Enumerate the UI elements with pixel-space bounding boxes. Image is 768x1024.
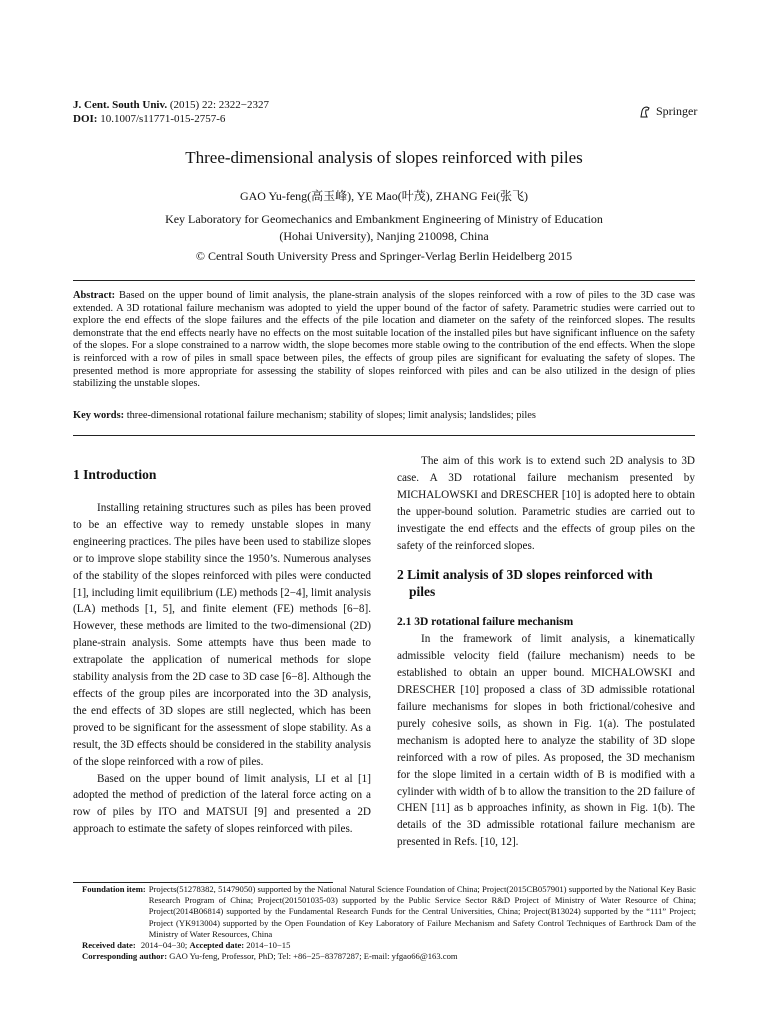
corresponding-line bbox=[82, 951, 696, 962]
accepted-label: Accepted date: bbox=[189, 940, 245, 951]
doi-value[interactable]: 10.1007/s11771-015-2757-6 bbox=[100, 113, 226, 125]
foundation-item bbox=[82, 884, 696, 940]
footnote-divider bbox=[73, 882, 333, 883]
publisher-name: Springer bbox=[656, 104, 698, 118]
left-column bbox=[73, 466, 371, 838]
abstract-text: Based on the upper bound of limit analysis, the plane-strain analysis of the slopes reinforced with a row of piles to the 3D case was extended. A 3D rotational failure mechanism was adopted to yield the upper bound of the factor of safety. Parametric studies were carried out to explore the end effects of the slope failures and the effects of the pile location and diameter on the safety of the reinforced slopes. The results demonstrate that the end effects nearly have no effects on the most suitable location of the installed piles but have significant influence on the safety of the slopes. For a slope constrained to a narrow width, the slope becomes more stable owing to the contribution of the end effects. When the slope is reinforced with a row of piles in small space between piles, the effects of group piles are significant for evaluating the safety of slopes. The presented method is more appropriate for assessing the stability of slopes reinforced with piles and can be also utilized in the design of plies stabilizing the unstable slopes. bbox=[73, 290, 695, 390]
paper-affiliation bbox=[0, 211, 768, 245]
doi-label: DOI: bbox=[73, 113, 98, 125]
corresponding-label: Corresponding author: bbox=[82, 951, 168, 962]
springer-horse-icon bbox=[638, 105, 652, 119]
section-2-heading bbox=[397, 566, 695, 600]
received-value: 2014−04−30; bbox=[140, 940, 188, 951]
journal-info: (2015) 22: 2322−2327 bbox=[169, 99, 269, 111]
section-1-heading: 1 Introduction bbox=[73, 467, 157, 482]
dates-line bbox=[82, 940, 696, 951]
aim-paragraph: The aim of this work is to extend such 2D analysis to 3D case. A 3D rotational failure mechanism presented by MICHALOWSKI and DRESCHER [10] is adopted here to obtain the upper-bound solution. Parametric studies are carried out to investigate the end effects and the effects of group piles on the safety of the reinforced slopes. bbox=[397, 455, 695, 552]
abstract bbox=[73, 290, 695, 391]
accepted-value: 2014−10−15 bbox=[246, 940, 291, 951]
paper-title: Three-dimensional analysis of slopes reinforced with piles bbox=[185, 148, 583, 167]
paper-authors: GAO Yu-feng(高玉峰), YE Mao(叶茂), ZHANG Fei(张飞) bbox=[239, 189, 529, 203]
affiliation-line-1: Key Laboratory for Geomechanics and Embankment Engineering of Ministry of Education bbox=[165, 212, 603, 226]
corresponding-text: GAO Yu-feng, Professor, PhD; Tel: +86−25−83787287; E-mail: yfgao66@163.com bbox=[169, 951, 458, 962]
foundation-text: Projects(51278382, 51479050) supported by the National Natural Science Foundation of China; Project(2015CB057901) supported by the National Key Basic Research Program of China; Project(201501035-03) supported by the Public Service Sector R&D Project of Ministry of Water Resource of China; Project(2014B06814) supported by the Fundamental Research Funds for the Central Universities, China; Project(B13024) supported by the “111” Project; Project (YK913004) supported by the Open Foundation of Key Laboratory of Failure Mechanism and Safety Control Techniques of Earthrock Dam of the Ministry of Water Resources, China bbox=[148, 884, 696, 939]
keywords bbox=[73, 409, 695, 422]
right-column bbox=[397, 453, 695, 851]
foundation-label: Foundation item: bbox=[82, 884, 146, 894]
copyright-notice: © Central South University Press and Springer-Verlag Berlin Heidelberg 2015 bbox=[195, 249, 573, 263]
footnotes bbox=[82, 884, 696, 962]
keywords-text: three-dimensional rotational failure mechanism; stability of slopes; limit analysis; landslides; piles bbox=[126, 410, 536, 421]
affiliation-line-2: (Hohai University), Nanjing 210098, China bbox=[279, 229, 489, 243]
publisher-logo bbox=[638, 104, 697, 119]
intro-paragraph-2: Based on the upper bound of limit analysis, LI et al [1] adopted the method of prediction of the lateral force acting on a row of piles by ITO and MATSUI [9] and presented a 2D approach to estimate the safety of slopes reinforced with piles. bbox=[73, 772, 371, 836]
keywords-label: Key words: bbox=[73, 410, 125, 421]
section-2-heading-line-2: piles bbox=[409, 584, 436, 600]
journal-citation bbox=[73, 98, 269, 126]
subsection-2-1-heading: 2.1 3D rotational failure mechanism bbox=[397, 616, 574, 629]
abstract-label: Abstract: bbox=[73, 290, 116, 301]
intro-paragraph-1: Installing retaining structures such as piles has been proved to be an effective way to remedy unstable slopes in many engineering practices. The piles have been used to stabilize slopes or to improve slope stability since the 1950’s. Numerous analyses of the stability of the slopes reinforced with piles were conducted [1], including limit equilibrium (LE) methods [2−4], limit analysis (LA) methods [1, 5], and finite element (FE) methods [6−8]. However, these methods are limited to the two-dimensional (2D) plane-strain analysis. Some attempts have thus been made to extrapolate the application of numerical methods for slope stability analysis from the 2D case to 3D case [6−8]. Although the effects of the group piles are incorporated into the 3D analysis, the end effects of 3D slopes are still neglected, which has been proved to be significant for the assessment of slope stability. As a result, the 3D effects should be considered in the stability analysis of the slope reinforced with a row of piles. bbox=[73, 502, 371, 768]
journal-name: J. Cent. South Univ. bbox=[73, 99, 168, 111]
divider-top bbox=[73, 280, 695, 281]
mechanism-paragraph: In the framework of limit analysis, a kinematically admissible velocity field (failure mechanism) needs to be established to obtain an upper bound. MICHALOWSKI and DRESCHER [10] proposed a class of 3D admissible rotational failure mechanisms for slopes in both frictional/cohesive and purely cohesive soils, as shown in Fig. 1(a). The postulated mechanism is adopted here to analyze the stability of 3D slope reinforced with a row of piles. As proposed, the 3D mechanism for the slope limited in a certain width of B is modified with a cylinder with width of b to allow the transition to the 2D failure of CHEN [11] as b approaches infinity, as shown in Fig. 1(b). The details of the 3D admissible rotational failure mechanism are presented in Refs. [10, 12]. bbox=[397, 633, 695, 849]
divider-keywords bbox=[73, 435, 695, 436]
section-2-heading-line-1: 2 Limit analysis of 3D slopes reinforced with bbox=[397, 567, 653, 583]
received-label: Received date: bbox=[82, 940, 136, 951]
